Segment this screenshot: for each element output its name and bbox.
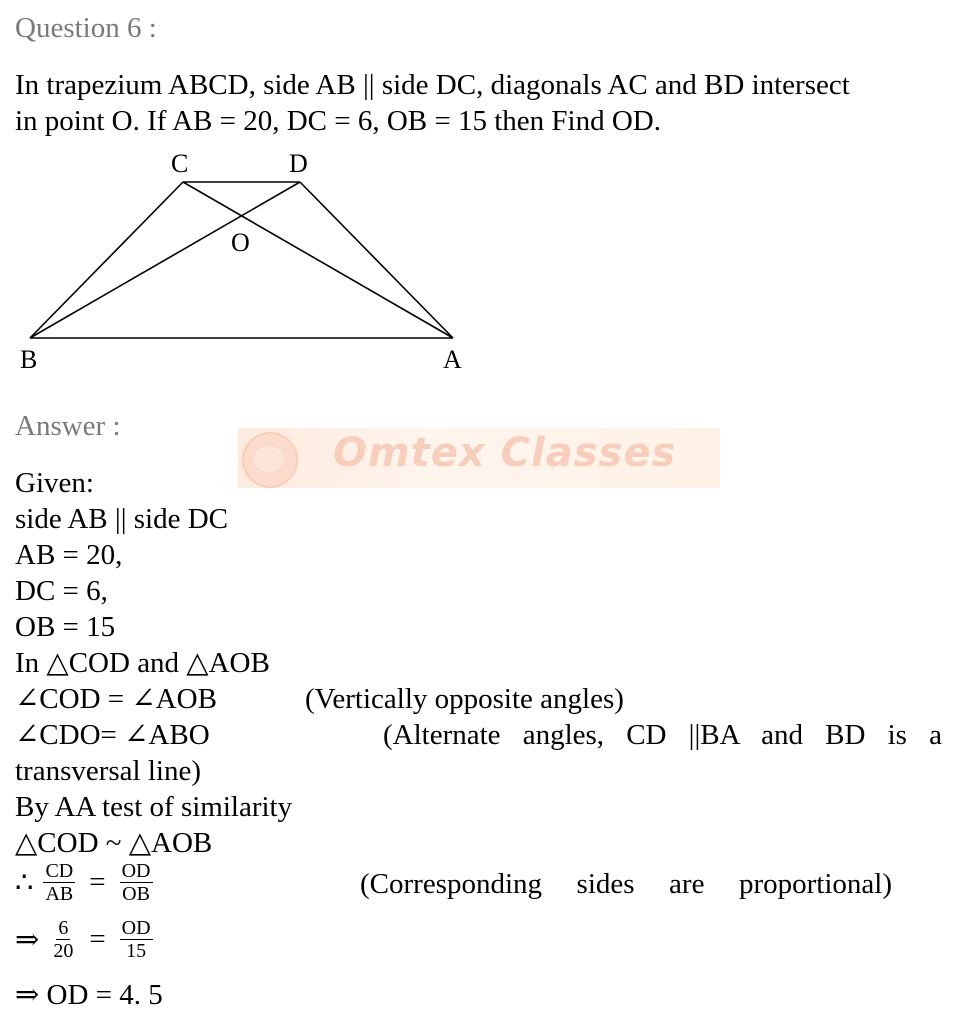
implies-symbol: ⇒ (15, 923, 40, 956)
equals-sign: = (89, 866, 106, 898)
label-d: D (289, 149, 308, 178)
fraction-cd-ab (43, 860, 75, 905)
equals-sign: = (89, 923, 106, 955)
fraction-numerator: CD (45, 860, 74, 882)
given-label: Given: (15, 467, 94, 499)
ratio-equation-1 (15, 860, 153, 905)
label-a: A (443, 345, 462, 374)
similarity-statement: △COD ~ △AOB (15, 827, 213, 859)
fraction-denominator: AB (45, 883, 74, 905)
fraction-numerator: 6 (58, 917, 69, 939)
angle-statement-2: ∠CDO= ∠ABO (15, 719, 210, 751)
question-line-1: In trapezium ABCD, side AB || side DC, diagonals AC and BD intersect (15, 69, 850, 101)
angle-reason-2a: (Alternate angles, CD ||BA and BD is a (383, 719, 942, 751)
watermark-text: Omtex Classes (333, 430, 677, 476)
given-3: DC = 6, (15, 575, 108, 607)
fraction-denominator: 15 (126, 940, 147, 962)
fraction-od-15 (120, 917, 153, 962)
aa-test: By AA test of similarity (15, 791, 293, 823)
therefore-symbol: ∴ (15, 866, 34, 899)
label-o: O (231, 228, 250, 257)
given-1: side AB || side DC (15, 503, 229, 535)
fraction-denominator: OB (122, 883, 150, 905)
result: ⇒ OD = 4. 5 (15, 979, 163, 1011)
given-2: AB = 20, (15, 539, 123, 571)
fraction-numerator: OD (121, 917, 151, 939)
ratio-equation-2 (15, 917, 153, 962)
label-b: B (20, 345, 38, 374)
watermark (238, 428, 720, 488)
diagonal-db (30, 182, 300, 338)
given-4: OB = 15 (15, 611, 116, 643)
question-heading: Question 6 : (15, 12, 157, 44)
fraction-6-20 (51, 917, 75, 962)
side-da (300, 182, 453, 338)
trapezium-figure (0, 140, 480, 380)
side-bc (30, 182, 183, 338)
angle-statement-1: ∠COD = ∠AOB (15, 683, 217, 715)
fraction-numerator: OD (121, 860, 151, 882)
ratio-reason: (Corresponding sides are proportional) (360, 868, 892, 900)
angle-reason-2b: transversal line) (15, 755, 202, 787)
fraction-denominator: 20 (53, 940, 74, 962)
watermark-logo (242, 432, 298, 488)
diagonal-ca (183, 182, 453, 338)
answer-heading: Answer : (15, 410, 121, 442)
label-c: C (171, 149, 189, 178)
angle-reason-1: (Vertically opposite angles) (305, 683, 624, 715)
question-line-2: in point O. If AB = 20, DC = 6, OB = 15 then Find OD. (15, 105, 662, 137)
fraction-od-ob (120, 860, 153, 905)
in-triangles: In △COD and △AOB (15, 647, 270, 679)
